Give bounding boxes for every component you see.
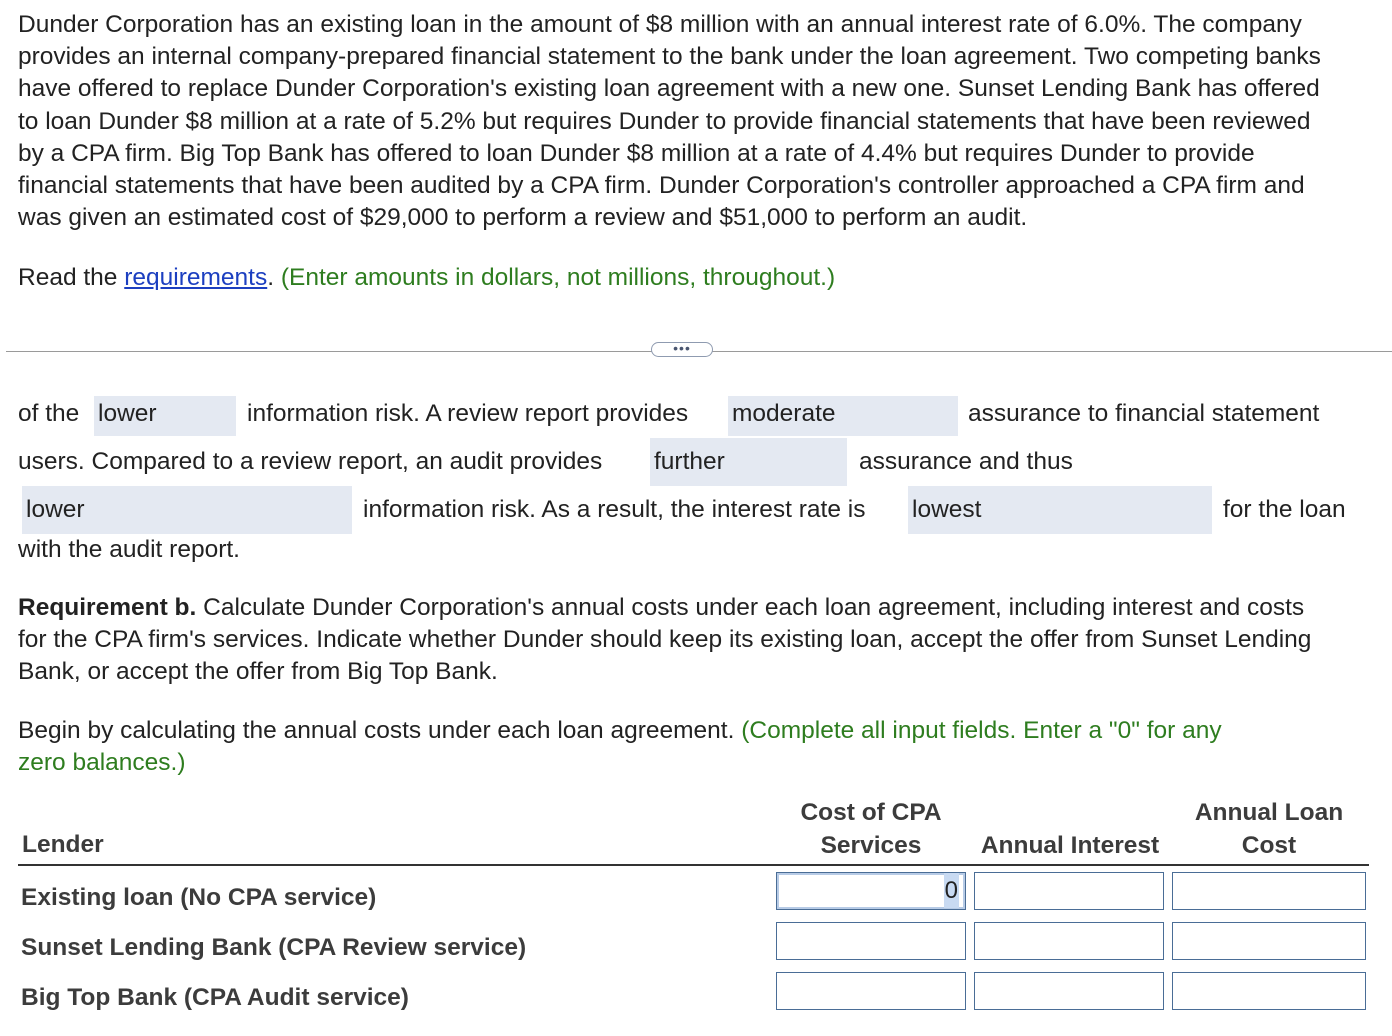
instruction <box>18 715 1222 779</box>
assurance-level-dropdown[interactable]: moderate <box>728 396 958 436</box>
annual-interest-input-bigtop[interactable] <box>974 972 1164 1010</box>
risk-level-dropdown-2[interactable]: lower <box>22 486 352 534</box>
req-a-text-6: information risk. As a result, the interest rate is <box>363 496 866 523</box>
instruction-hint: (Complete all input fields. Enter a "0" for any <box>741 717 1222 744</box>
interest-rate-dropdown[interactable]: lowest <box>908 486 1212 534</box>
requirement-b-label: Requirement b. <box>18 594 197 621</box>
req-a-text-1: of the <box>18 400 80 427</box>
audit-assurance-dropdown[interactable]: further <box>650 438 847 486</box>
cpa-cost-column-header: Cost of CPA Services <box>800 799 942 859</box>
req-a-text-8: with the audit report. <box>18 536 240 563</box>
read-prefix: Read the <box>18 264 125 291</box>
instruction-hint: zero balances.) <box>18 749 186 777</box>
cpa-cost-input-bigtop[interactable] <box>776 972 966 1010</box>
annual-interest-input-sunset[interactable] <box>974 922 1164 960</box>
requirement-b <box>18 592 1311 689</box>
annual-loan-cost-input-bigtop[interactable] <box>1172 972 1366 1010</box>
requirement-b-line: Bank, or accept the offer from Big Top Bank. <box>18 658 498 686</box>
problem-line: provides an internal company-prepared financial statement to the bank under the loan agreement. Two competing banks <box>18 43 1321 71</box>
problem-line: have offered to replace Dunder Corporation's existing loan agreement with a new one. Sunset Lending Bank has offered <box>18 75 1320 103</box>
risk-level-dropdown-1[interactable]: lower <box>94 396 236 436</box>
problem-statement <box>18 9 1392 234</box>
table-row-label-bigtop: Big Top Bank (CPA Audit service) <box>21 984 409 1011</box>
problem-line: to loan Dunder $8 million at a rate of 5.2% but requires Dunder to provide financial statements that have been reviewed <box>18 107 1311 135</box>
read-period: . <box>267 264 275 291</box>
req-a-text-3: assurance to financial statement <box>968 400 1320 427</box>
table-row-label-existing: Existing loan (No CPA service) <box>21 884 377 911</box>
cpa-cost-input-sunset[interactable] <box>776 922 966 960</box>
annual-loan-cost-column-header: Annual Loan Cost <box>1194 799 1344 859</box>
lender-column-header: Lender <box>22 831 104 858</box>
requirement-b-line: Calculate Dunder Corporation's annual costs under each loan agreement, including interest and costs <box>196 594 1305 621</box>
req-a-text-7: for the loan <box>1223 496 1346 523</box>
expand-more-button[interactable]: ••• <box>651 342 713 357</box>
instruction-text: Begin by calculating the annual costs under each loan agreement. <box>18 717 742 744</box>
problem-line: Dunder Corporation has an existing loan in the amount of $8 million with an annual interest rate of 6.0%. The company <box>18 11 1302 38</box>
annual-interest-column-header: Annual Interest <box>980 832 1160 859</box>
req-a-text-2: information risk. A review report provides <box>247 400 689 427</box>
problem-line: was given an estimated cost of $29,000 to perform a review and $51,000 to perform an audit. <box>18 204 1028 232</box>
annual-interest-input-existing[interactable] <box>974 872 1164 910</box>
req-a-text-5: assurance and thus <box>859 448 1073 475</box>
requirements-link[interactable]: requirements <box>124 264 268 291</box>
amounts-hint: (Enter amounts in dollars, not millions, throughout.) <box>280 264 836 291</box>
problem-line: by a CPA firm. Big Top Bank has offered to loan Dunder $8 million at a rate of 4.4% but requires Dunder to provide <box>18 139 1255 167</box>
problem-line: financial statements that have been audited by a CPA firm. Dunder Corporation's controller approached a CPA firm and <box>18 172 1305 200</box>
annual-loan-cost-input-existing[interactable] <box>1172 872 1366 910</box>
table-header-rule <box>18 864 1369 866</box>
req-a-text-4: users. Compared to a review report, an audit provides <box>18 448 603 475</box>
table-row-label-sunset: Sunset Lending Bank (CPA Review service) <box>21 934 527 961</box>
read-requirements-line <box>18 262 835 294</box>
cpa-cost-input-existing[interactable]: 0 <box>776 872 966 910</box>
requirement-b-line: for the CPA firm's services. Indicate whether Dunder should keep its existing loan, accept the offer from Sunset Lending <box>18 626 1312 654</box>
annual-loan-cost-input-sunset[interactable] <box>1172 922 1366 960</box>
